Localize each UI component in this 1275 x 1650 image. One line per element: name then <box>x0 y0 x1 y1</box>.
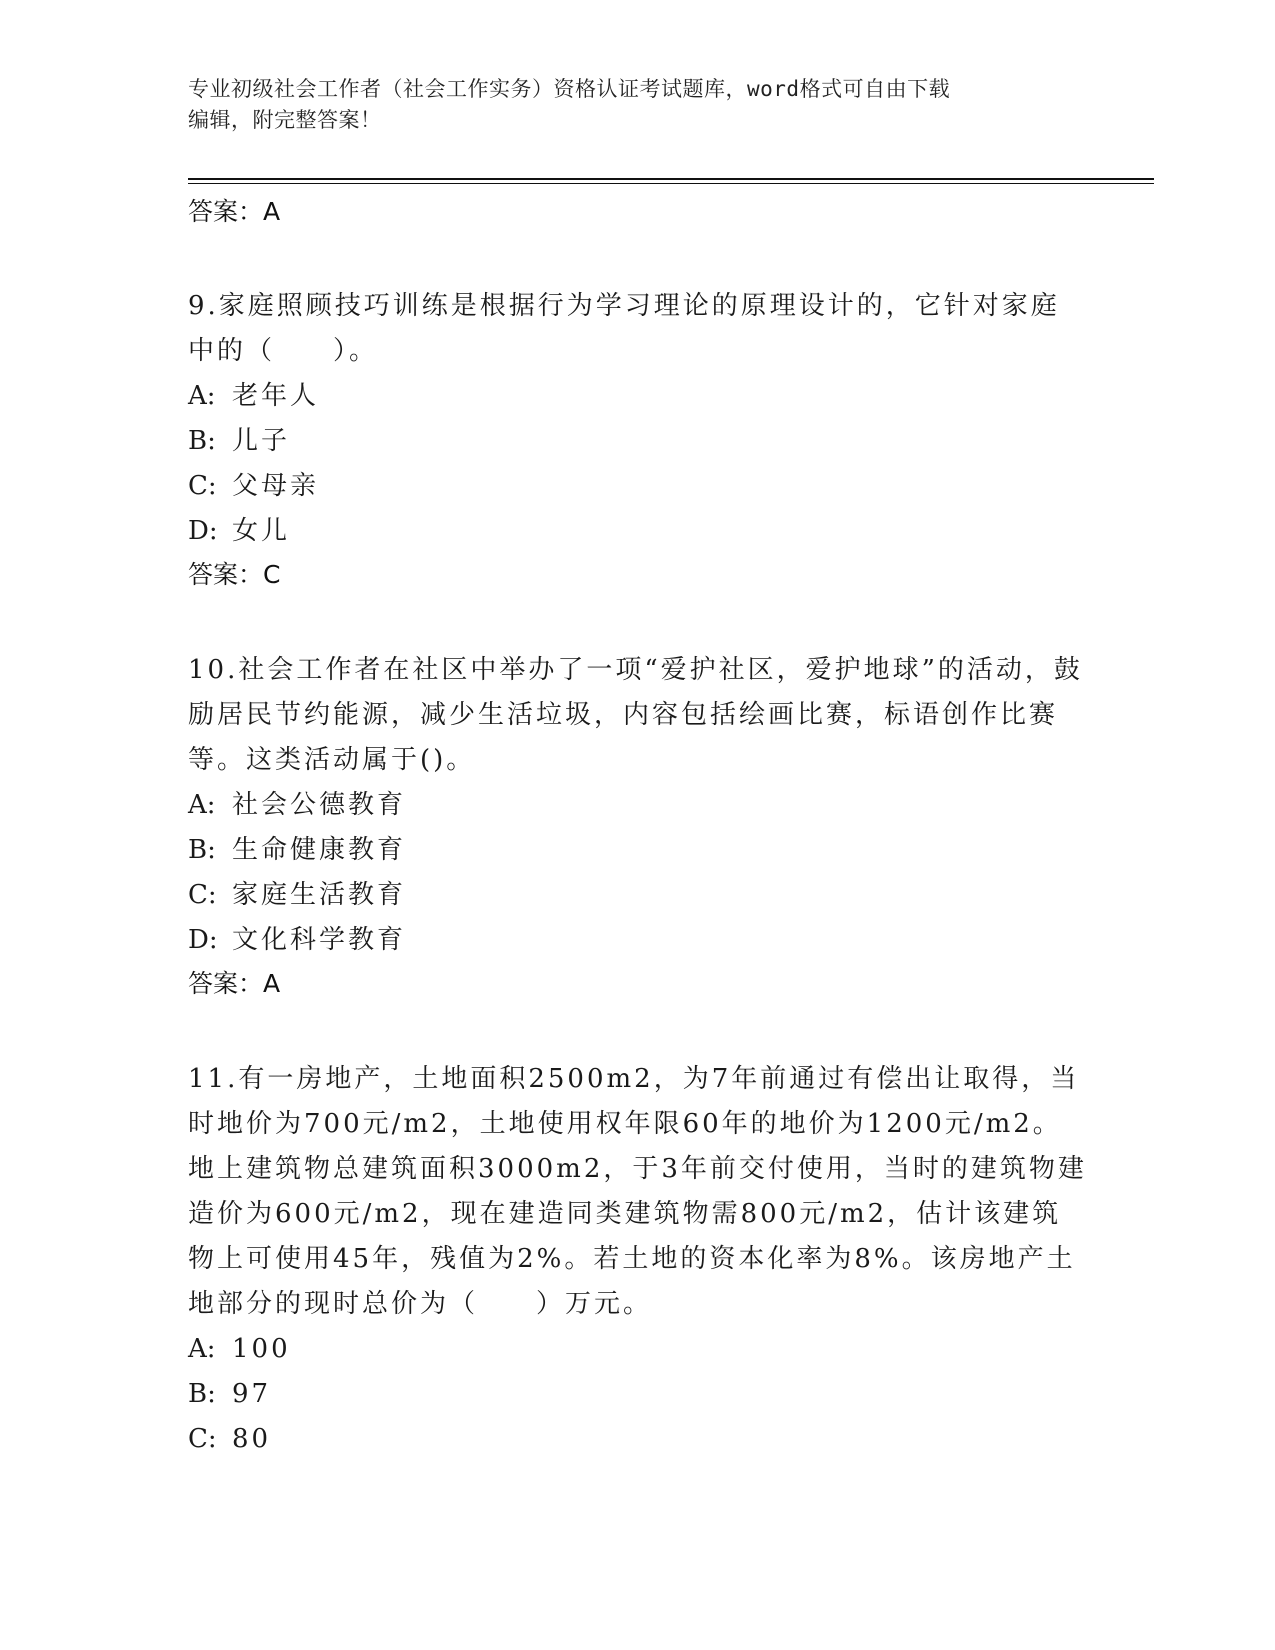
question-text: 11.有一房地产，土地面积2500m2，为7年前通过有偿出让取得，当时地价为700元/m2，土地使用权年限60年的地价为1200元/m2。地上建筑物总建筑面积3000m2，于3年前交付使用，当时的建筑物建造价为600元/m2，现在建造同类建筑物需800元/m2，估计该建筑物上可使用45年，残值为2%。若土地的资本化率为8%。该房地产土地部分的现时总价为（ ）万元。 <box>188 1064 1087 1319</box>
option-key: C: <box>188 880 217 910</box>
option-d <box>188 509 1088 554</box>
document-header <box>188 74 1088 136</box>
option-text: 父母亲 <box>232 471 320 501</box>
option-b <box>188 828 1088 873</box>
option-c <box>188 464 1088 509</box>
option-text: 社会公德教育 <box>232 790 407 820</box>
option-key: B: <box>188 835 216 865</box>
question-9 <box>188 284 1088 596</box>
header-line-1: 专业初级社会工作者（社会工作实务）资格认证考试题库，word格式可自由下载 <box>188 77 951 101</box>
option-a <box>188 374 1088 419</box>
header-rule-thick <box>188 178 1154 180</box>
option-text: 儿子 <box>232 426 291 456</box>
option-key: B: <box>188 426 216 456</box>
question-answer: 答案：C <box>188 560 281 589</box>
option-a <box>188 783 1088 828</box>
option-c <box>188 873 1088 918</box>
option-b <box>188 419 1088 464</box>
header-line-2: 编辑，附完整答案！ <box>188 108 382 132</box>
question-answer: 答案：A <box>188 969 281 998</box>
option-text: 女儿 <box>232 516 291 546</box>
option-text: 80 <box>232 1424 272 1454</box>
option-text: 老年人 <box>232 381 320 411</box>
previous-answer: 答案：A <box>188 197 281 226</box>
option-text: 生命健康教育 <box>232 835 407 865</box>
question-11 <box>188 1057 1088 1462</box>
option-key: C: <box>188 1424 217 1454</box>
question-text: 9.家庭照顾技巧训练是根据行为学习理论的原理设计的，它针对家庭中的（ ）。 <box>188 291 1060 366</box>
question-text: 10.社会工作者在社区中举办了一项“爱护社区，爱护地球”的活动，鼓励居民节约能源，减少生活垃圾，内容包括绘画比赛，标语创作比赛等。这类活动属于()。 <box>188 655 1083 775</box>
option-key: C: <box>188 471 217 501</box>
option-key: B: <box>188 1379 216 1409</box>
option-key: A: <box>188 1334 216 1364</box>
document-body <box>188 192 1088 1462</box>
question-10 <box>188 648 1088 1005</box>
option-key: A: <box>188 790 216 820</box>
option-d <box>188 918 1088 963</box>
header-rule-thin <box>188 183 1154 184</box>
option-text: 文化科学教育 <box>232 925 407 955</box>
option-a <box>188 1327 1088 1372</box>
option-c <box>188 1417 1088 1462</box>
option-text: 家庭生活教育 <box>232 880 407 910</box>
option-key: D: <box>188 925 218 955</box>
option-text: 97 <box>232 1379 272 1409</box>
option-key: A: <box>188 381 216 411</box>
option-b <box>188 1372 1088 1417</box>
option-key: D: <box>188 516 218 546</box>
option-text: 100 <box>232 1334 291 1364</box>
